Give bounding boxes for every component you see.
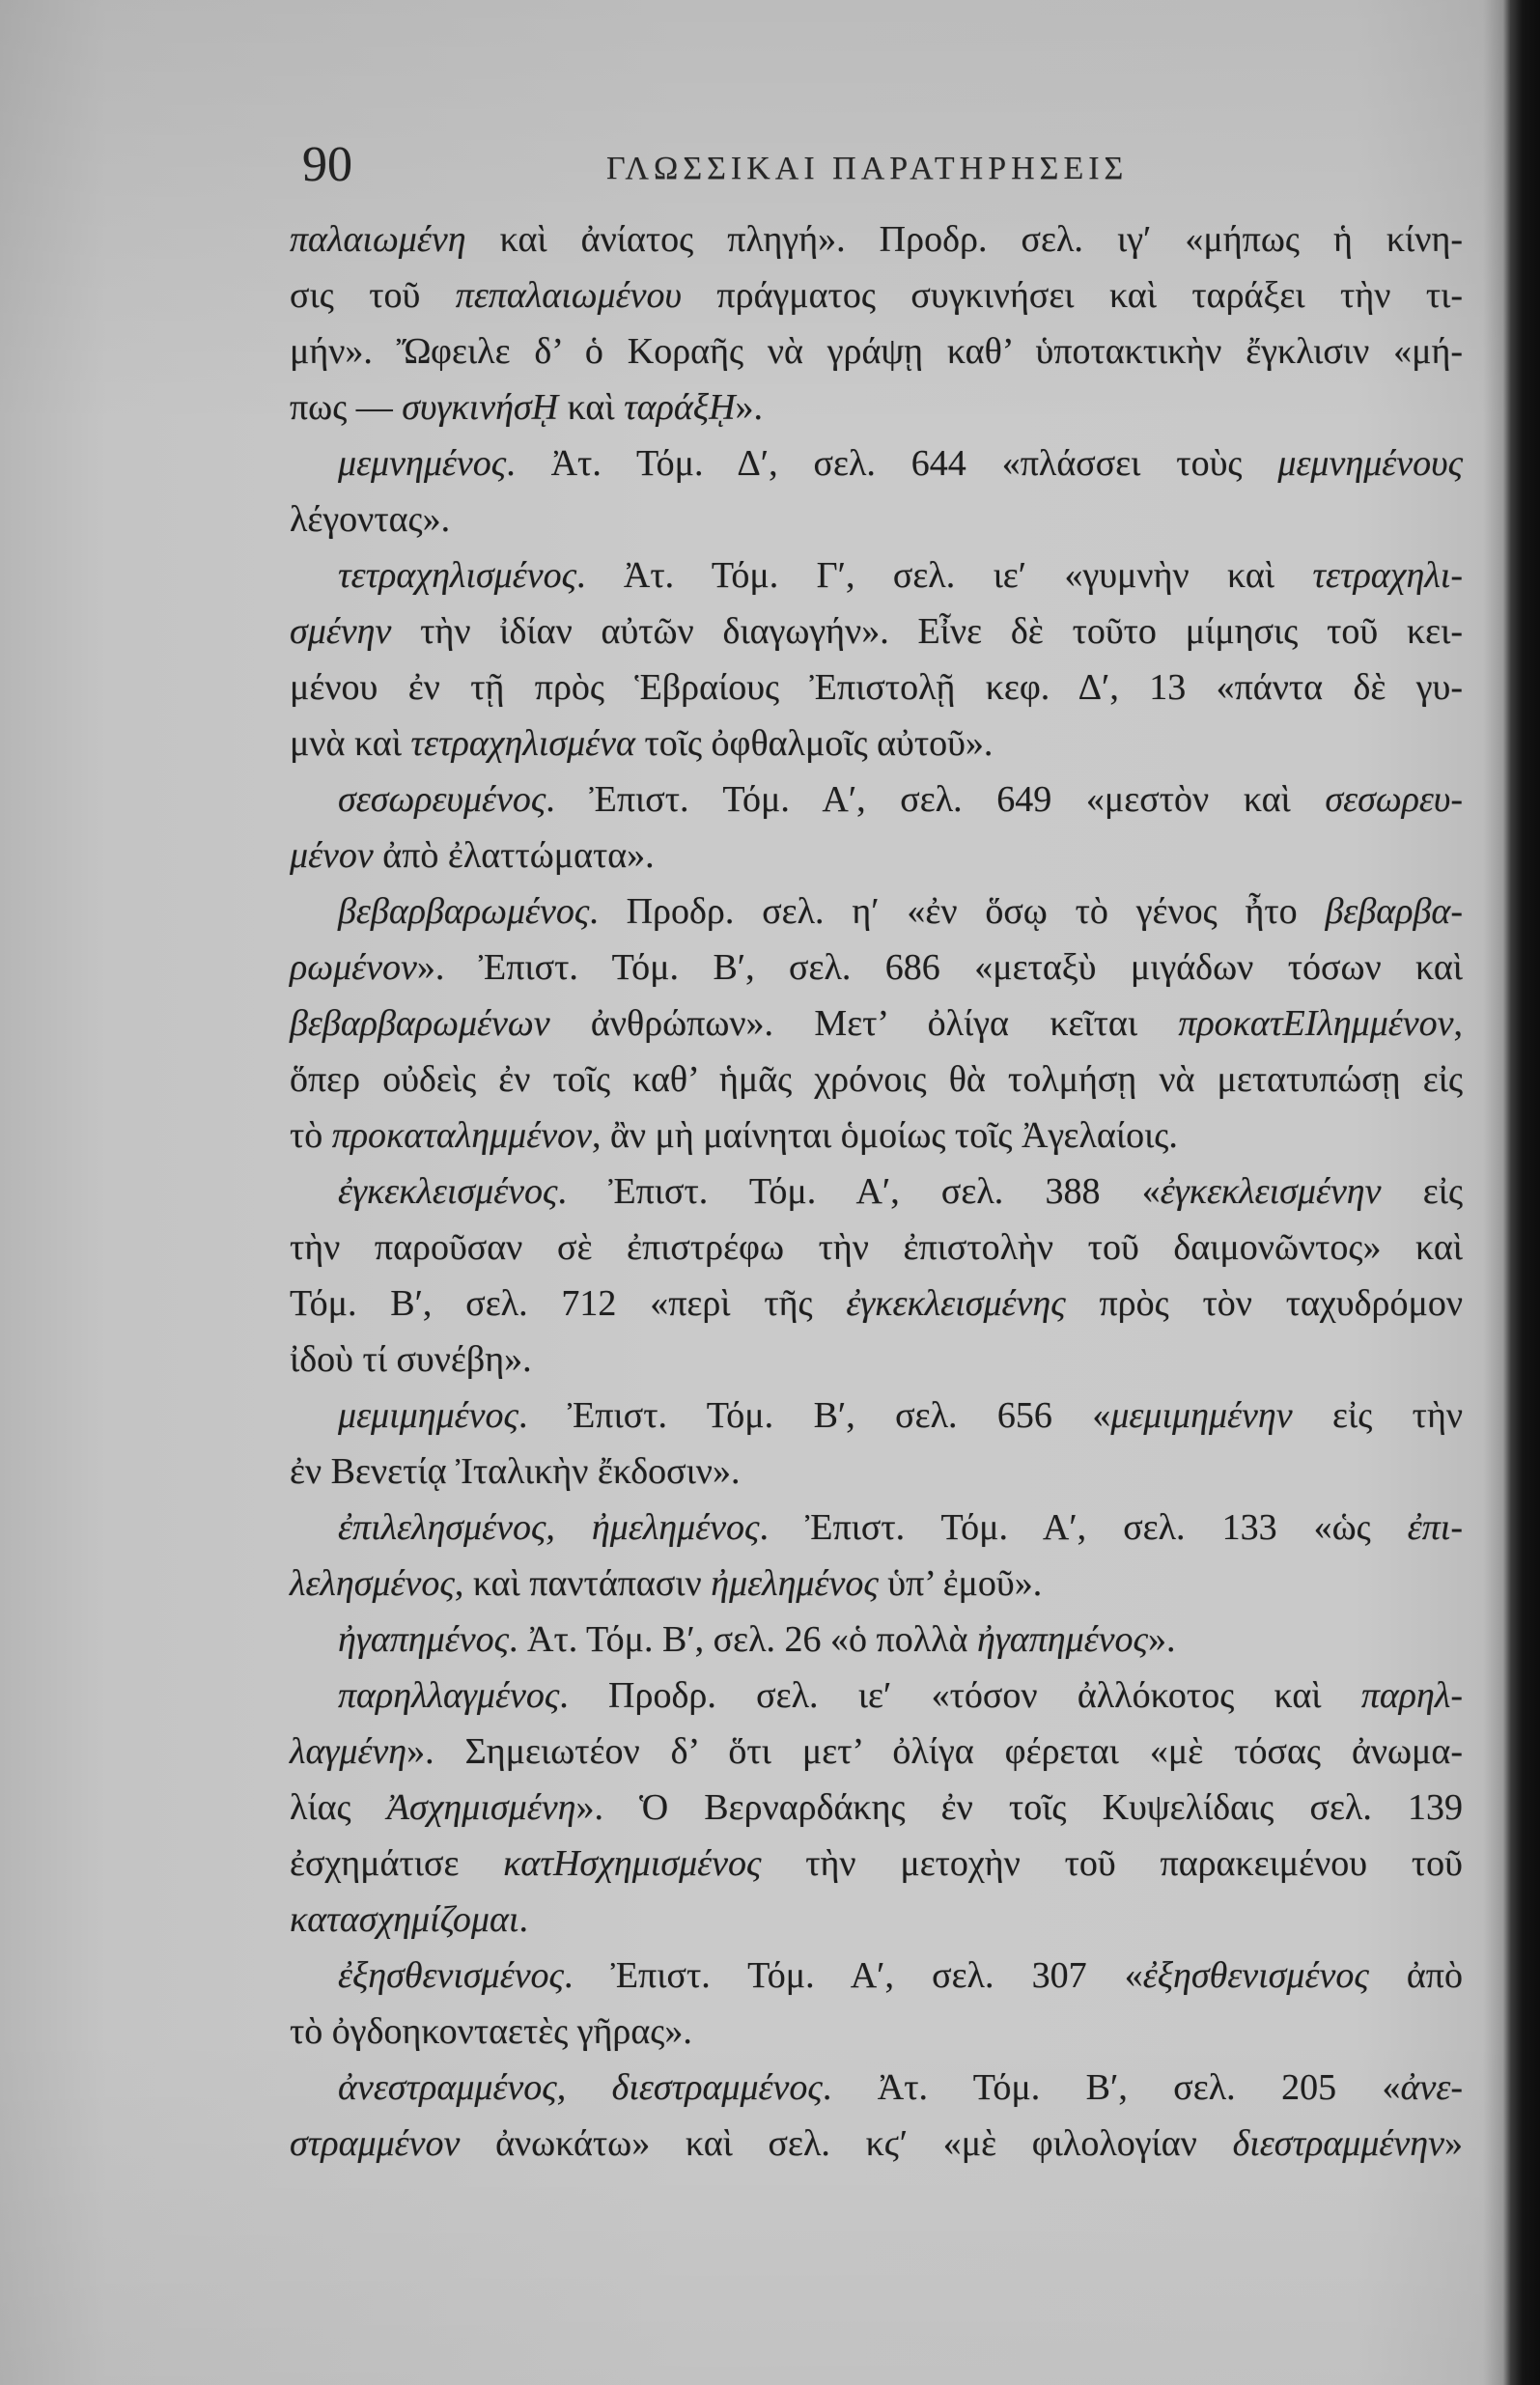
emphasized-word: ταράξῌ bbox=[624, 387, 736, 428]
text-line bbox=[290, 211, 1463, 267]
text-run: . Ἀτ. Τόμ. Γʹ, σελ. ιεʹ «γυμνὴν καὶ bbox=[576, 555, 1313, 596]
emphasized-word: βεβαρβαρωμένος bbox=[338, 891, 590, 932]
text-run: μένου ἐν τῇ πρὸς Ἑβραίους Ἐπιστολῇ κεφ. Δʹ, 13 «πάντα δὲ γυ- bbox=[290, 667, 1463, 708]
emphasized-word: πεπαλαιωμένου bbox=[455, 275, 682, 316]
emphasized-word: παρηλλαγμένος bbox=[338, 1675, 560, 1716]
page-number: 90 bbox=[302, 137, 352, 192]
emphasized-word: προκαταλημμένον bbox=[331, 1115, 592, 1156]
emphasized-word: μεμιμημένος bbox=[338, 1395, 518, 1436]
text-line bbox=[290, 2060, 1463, 2116]
text-line bbox=[290, 1332, 1463, 1388]
emphasized-word: λαγμένη bbox=[290, 1731, 407, 1772]
emphasized-word: διεστραμμένην bbox=[1232, 2123, 1444, 2164]
text-line bbox=[290, 1052, 1463, 1108]
dictionary-entry bbox=[290, 772, 1463, 884]
text-run: πράγματος συγκινήσει καὶ ταράξει τὴν τι- bbox=[681, 275, 1464, 316]
emphasized-word: ἠγαπημένος bbox=[338, 1619, 509, 1660]
text-run: ». Σημειωτέον δ’ ὅτι μετ’ ὀλίγα φέρεται «μὲ τόσας ἀνωμα- bbox=[406, 1731, 1463, 1772]
text-run: ἰδοὺ τί συνέβη». bbox=[290, 1339, 532, 1380]
text-run: σις τοῦ bbox=[290, 275, 456, 316]
text-line bbox=[290, 2004, 1463, 2060]
dictionary-entry bbox=[290, 1948, 1463, 2060]
text-line bbox=[290, 603, 1463, 659]
page-edge-shadow bbox=[1511, 0, 1540, 2385]
text-run: . Ἐπιστ. Τόμ. Βʹ, σελ. 656 « bbox=[518, 1395, 1111, 1436]
text-run: πως — bbox=[290, 387, 403, 428]
text-run: ὅπερ οὐδεὶς ἐν τοῖς καθ’ ἡμᾶς χρόνοις θὰ τολμήσῃ νὰ μετατυπώσῃ εἰς bbox=[290, 1059, 1463, 1100]
emphasized-word: σμένην bbox=[290, 611, 392, 652]
text-run: λίας bbox=[290, 1787, 387, 1828]
emphasized-word: τετραχηλισμένος bbox=[338, 555, 577, 596]
text-run: ἀνθρώπων». Μετ’ ὀλίγα κεῖται bbox=[549, 1003, 1179, 1044]
dictionary-entry bbox=[290, 1612, 1463, 1668]
text-line bbox=[290, 884, 1463, 940]
text-line bbox=[290, 1612, 1463, 1668]
emphasized-word: λελησμένος bbox=[290, 1563, 455, 1604]
text-run: ὑπ’ ἐμοῦ». bbox=[878, 1563, 1043, 1604]
page-body-text bbox=[290, 211, 1463, 2172]
text-line bbox=[290, 772, 1463, 828]
text-run: μνὰ καὶ bbox=[290, 723, 411, 764]
text-line bbox=[290, 1836, 1463, 1892]
text-line bbox=[290, 1948, 1463, 2004]
entry-continuation bbox=[290, 211, 1463, 435]
text-run: καὶ ἀνίατος πληγή». Προδρ. σελ. ιγʹ «μήπως ἡ κίνη- bbox=[465, 219, 1463, 260]
text-line bbox=[290, 716, 1463, 772]
text-run: . Προδρ. σελ. ιεʹ «τόσον ἀλλόκοτος καὶ bbox=[559, 1675, 1361, 1716]
text-line bbox=[290, 1668, 1463, 1724]
text-run: ». Ἐπιστ. Τόμ. Βʹ, σελ. 686 «μεταξὺ μιγάδων τόσων καὶ bbox=[416, 947, 1463, 988]
emphasized-word: σεσωρευ- bbox=[1325, 779, 1463, 820]
text-run: τοῖς ὀφθαλμοῖς αὐτοῦ». bbox=[634, 723, 994, 764]
text-run: ». Ὁ Βερναρδάκης ἐν τοῖς Κυψελίδαις σελ. 139 bbox=[575, 1787, 1464, 1828]
text-line bbox=[290, 1220, 1463, 1276]
text-line bbox=[290, 2116, 1463, 2172]
text-run: , ἂν μὴ μαίνηται ὁμοίως τοῖς Ἀγελαίοις. bbox=[591, 1115, 1178, 1156]
text-line bbox=[290, 1388, 1463, 1444]
text-line bbox=[290, 940, 1463, 996]
emphasized-word: παρηλ- bbox=[1360, 1675, 1463, 1716]
text-run: . Ἐπιστ. Τόμ. Αʹ, σελ. 649 «μεστὸν καὶ bbox=[546, 779, 1326, 820]
text-run: μήν». Ὤφειλε δ’ ὁ Κοραῆς νὰ γράψῃ καθ’ ὑποτακτικὴν ἔγκλισιν «μή- bbox=[290, 331, 1463, 372]
text-line bbox=[290, 1108, 1463, 1164]
text-line bbox=[290, 1500, 1463, 1556]
text-run: ἀπὸ bbox=[1368, 1955, 1463, 1996]
emphasized-word: κατασχημίζομαι bbox=[290, 1899, 519, 1940]
text-line bbox=[290, 547, 1463, 603]
dictionary-entry bbox=[290, 2060, 1463, 2172]
text-run: πρὸς τὸν ταχυδρόμον bbox=[1065, 1283, 1463, 1324]
emphasized-word: Ἀσχημισμένη bbox=[386, 1787, 576, 1828]
text-line bbox=[290, 1724, 1463, 1780]
emphasized-word: ἐγκεκλεισμένος bbox=[338, 1171, 558, 1212]
text-run: λέγοντας». bbox=[290, 499, 451, 540]
emphasized-word: σεσωρευμένος bbox=[338, 779, 546, 820]
text-run: τὸ bbox=[290, 1115, 332, 1156]
text-run: » bbox=[1444, 2123, 1463, 2164]
emphasized-word: ἀνε- bbox=[1400, 2067, 1463, 2108]
emphasized-word: τετραχηλι- bbox=[1312, 555, 1463, 596]
dictionary-entry bbox=[290, 1164, 1463, 1388]
text-run: . Ἀτ. Τόμ. Βʹ, σελ. 205 « bbox=[822, 2067, 1401, 2108]
dictionary-entry bbox=[290, 1500, 1463, 1612]
text-line bbox=[290, 1556, 1463, 1612]
text-run: ἀνωκάτω» καὶ σελ. κϛʹ «μὲ φιλολογίαν bbox=[460, 2123, 1233, 2164]
emphasized-word: κατΗσχημισμένος bbox=[503, 1843, 762, 1884]
text-run: ». bbox=[1147, 1619, 1176, 1660]
text-run: τὴν παροῦσαν σὲ ἐπιστρέφω τὴν ἐπιστολὴν τοῦ δαιμονῶντος» καὶ bbox=[290, 1227, 1463, 1268]
text-run: . Ἀτ. Τόμ. Βʹ, σελ. 26 «ὁ πολλὰ bbox=[509, 1619, 977, 1660]
text-line bbox=[290, 996, 1463, 1052]
dictionary-entry bbox=[290, 884, 1463, 1164]
text-run: . Προδρ. σελ. ηʹ «ἐν ὅσῳ τὸ γένος ἦτο bbox=[589, 891, 1326, 932]
text-line bbox=[290, 1444, 1463, 1500]
emphasized-word: ἀνεστραμμένος, διεστραμμένος bbox=[338, 2067, 823, 2108]
emphasized-word: ρωμένον bbox=[290, 947, 417, 988]
text-line bbox=[290, 435, 1463, 491]
text-run: εἰς τὴν bbox=[1292, 1395, 1463, 1436]
text-run: ἐσχημάτισε bbox=[290, 1843, 504, 1884]
running-head: ΓΛΩΣΣΙΚΑΙ ΠΑΡΑΤΗΡΗΣΕΙΣ bbox=[606, 151, 1129, 186]
emphasized-word: συγκινήσῌ bbox=[402, 387, 559, 428]
emphasized-word: ἐπιλελησμένος, ἠμελημένος bbox=[338, 1507, 760, 1548]
emphasized-word: ἐγκεκλεισμένης bbox=[846, 1283, 1066, 1324]
text-line bbox=[290, 1276, 1463, 1332]
text-run: . Ἐπιστ. Τόμ. Αʹ, σελ. 307 « bbox=[563, 1955, 1143, 1996]
text-run: . Ἀτ. Τόμ. Δʹ, σελ. 644 «πλάσσει τοὺς bbox=[506, 443, 1278, 484]
text-run: καὶ bbox=[558, 387, 625, 428]
text-line bbox=[290, 267, 1463, 323]
emphasized-word: ἠμελημένος bbox=[711, 1563, 879, 1604]
text-line bbox=[290, 491, 1463, 547]
text-run: ἀπὸ ἐλαττώματα». bbox=[373, 835, 655, 876]
emphasized-word: βεβαρβαρωμένων bbox=[290, 1003, 550, 1044]
emphasized-word: μεμνημένους bbox=[1277, 443, 1463, 484]
emphasized-word: μεμνημένος bbox=[338, 443, 507, 484]
text-line bbox=[290, 1892, 1463, 1948]
text-run: . Ἐπιστ. Τόμ. Αʹ, σελ. 388 « bbox=[557, 1171, 1161, 1212]
text-line bbox=[290, 828, 1463, 884]
emphasized-word: προκατΕΙλημμένον bbox=[1178, 1003, 1454, 1044]
emphasized-word: τετραχηλισμένα bbox=[410, 723, 635, 764]
emphasized-word: ἐπι- bbox=[1407, 1507, 1463, 1548]
text-run: τὸ ὀγδοηκονταετὲς γῆρας». bbox=[290, 2011, 692, 2052]
text-run: ». bbox=[735, 387, 764, 428]
text-run: τὴν μετοχὴν τοῦ παρακειμένου τοῦ bbox=[761, 1843, 1463, 1884]
emphasized-word: παλαιωμένη bbox=[290, 219, 466, 260]
emphasized-word: ἐγκεκλεισμένην bbox=[1160, 1171, 1382, 1212]
emphasized-word: μεμιμημένην bbox=[1110, 1395, 1293, 1436]
text-line bbox=[290, 1164, 1463, 1220]
text-run: . Ἐπιστ. Τόμ. Αʹ, σελ. 133 «ὡς bbox=[759, 1507, 1408, 1548]
dictionary-entry bbox=[290, 547, 1463, 772]
text-run: Τόμ. Βʹ, σελ. 712 «περὶ τῆς bbox=[290, 1283, 847, 1324]
emphasized-word: ἐξησθενισμένος bbox=[338, 1955, 564, 1996]
emphasized-word: στραμμένον bbox=[290, 2123, 461, 2164]
text-run: . bbox=[518, 1899, 528, 1940]
text-run: ἐν Βενετίᾳ Ἰταλικὴν ἔκδοσιν». bbox=[290, 1451, 741, 1492]
emphasized-word: βεβαρβα- bbox=[1325, 891, 1463, 932]
text-run: τὴν ἰδίαν αὐτῶν διαγωγήν». Εἶνε δὲ τοῦτο μίμησις τοῦ κει- bbox=[391, 611, 1463, 652]
emphasized-word: ἠγαπημένος bbox=[976, 1619, 1148, 1660]
emphasized-word: μένον bbox=[290, 835, 374, 876]
dictionary-entry bbox=[290, 1388, 1463, 1500]
text-run: , bbox=[1453, 1003, 1463, 1044]
dictionary-entry bbox=[290, 1668, 1463, 1948]
text-line bbox=[290, 379, 1463, 435]
text-run: , καὶ παντάπασιν bbox=[454, 1563, 712, 1604]
text-line bbox=[290, 659, 1463, 716]
text-line bbox=[290, 323, 1463, 379]
emphasized-word: ἐξησθενισμένος bbox=[1142, 1955, 1369, 1996]
dictionary-entry bbox=[290, 435, 1463, 547]
text-line bbox=[290, 1780, 1463, 1836]
text-run: εἰς bbox=[1381, 1171, 1463, 1212]
